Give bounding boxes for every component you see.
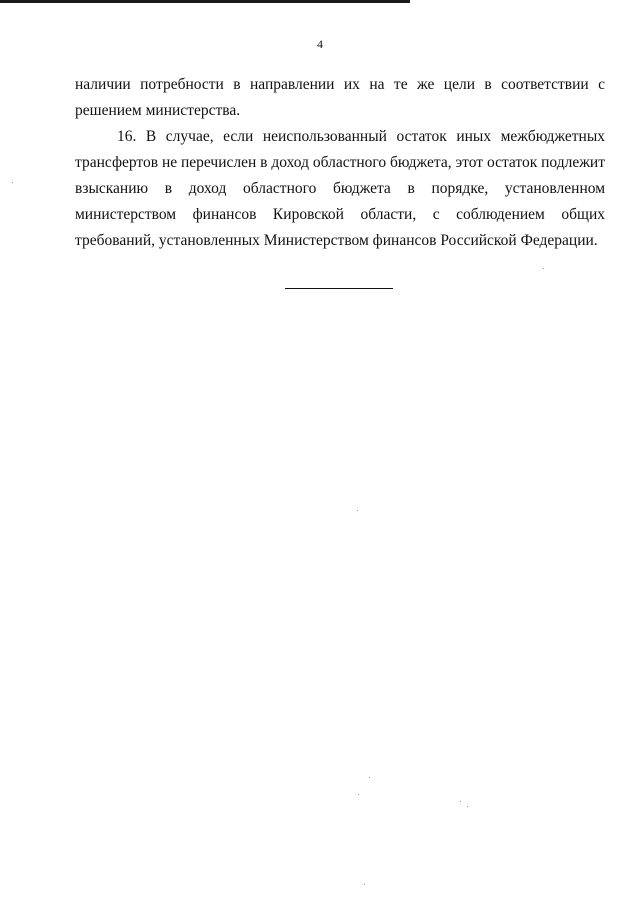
top-border-line	[0, 0, 410, 3]
end-of-document-rule	[285, 288, 393, 289]
text-line: трансфертов не перечислен в доход областного бюджета, этот остаток подлежит	[75, 154, 606, 171]
scan-speck	[357, 510, 358, 511]
text-line: решением министерства.	[75, 102, 241, 119]
text-line: 16. В случае, если неиспользованный остаток иных межбюджетных	[117, 128, 605, 145]
text-line: наличии потребности в направлении их на те же цели в соответствии с	[75, 76, 605, 93]
paragraph-item-16	[75, 124, 605, 254]
text-line: министерством финансов Кировской области, с соблюдением общих	[75, 206, 605, 223]
scan-speck	[364, 884, 365, 885]
scan-speck	[369, 777, 370, 778]
scan-speck	[467, 806, 468, 807]
scan-speck	[460, 801, 461, 802]
scan-speck	[12, 182, 13, 183]
scan-speck	[358, 794, 359, 795]
text-line: взысканию в доход областного бюджета в порядке, установленном	[75, 180, 605, 197]
text-line: требований, установленных Министерством финансов Российской Федерации.	[75, 232, 598, 249]
scan-speck	[543, 268, 544, 269]
paragraph-continuation	[75, 72, 605, 124]
page-number: 4	[317, 37, 323, 51]
